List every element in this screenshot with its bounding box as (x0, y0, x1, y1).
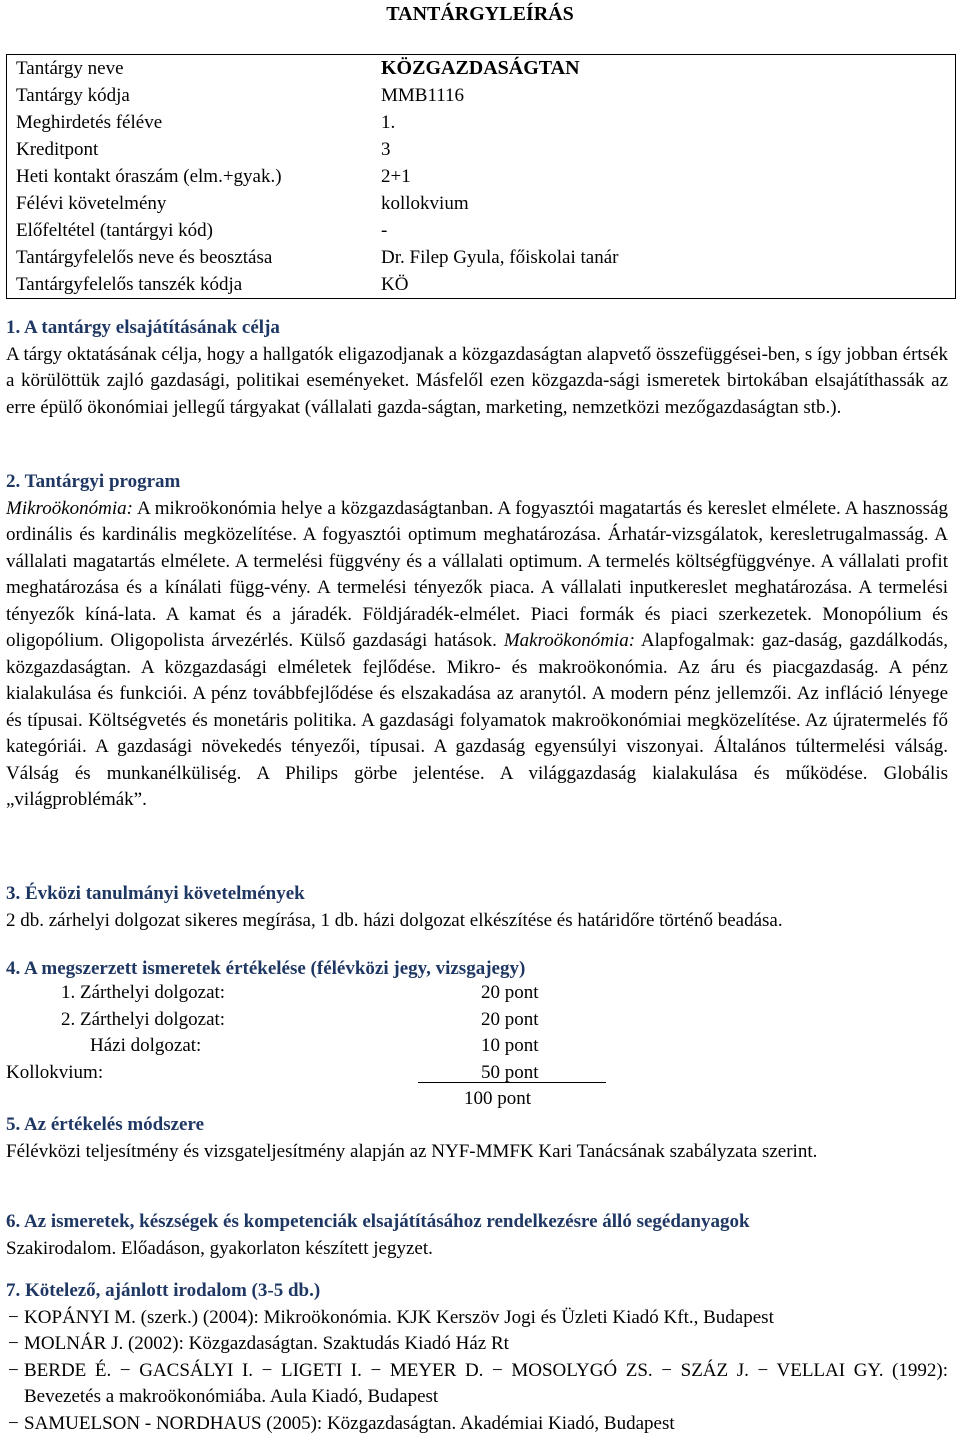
section-objective (6, 315, 948, 421)
section-text: 2 db. zárhelyi dolgozat sikeres megírása, 1 db. házi dolgozat elkészítése és határidőre történő beadása. (6, 909, 783, 931)
grade-total: 100 pont (464, 1088, 532, 1109)
grade-label: 2. Zárthelyi dolgozat: (61, 1008, 226, 1030)
grade-value: 20 pont (481, 1008, 539, 1030)
bullet-dash: − (8, 1333, 19, 1354)
bullet-dash: − (8, 1359, 19, 1381)
literature-text: KOPÁNYI M. (szerk.) (2004): Mikroökonómia. KJK Kerszöv Jogi és Üzleti Kiadó Kft., Budapest (24, 1306, 774, 1328)
info-label: Kreditpont (16, 139, 99, 160)
literature-item (6, 1358, 948, 1411)
info-label: Meghirdetés féléve (16, 112, 163, 133)
bullet-dash: − (8, 1412, 19, 1434)
grade-label: Házi dolgozat: (90, 1035, 202, 1056)
info-row-hours (7, 163, 955, 190)
grade-total-row (6, 1086, 606, 1113)
info-value: - (381, 220, 388, 241)
info-value: 3 (381, 139, 391, 160)
section-method (6, 1112, 948, 1165)
info-label: Tantárgyfelelős neve és beosztása (16, 247, 273, 268)
macro-label: Makroökonómia: (503, 630, 636, 651)
section-requirements (6, 881, 948, 934)
micro-label: Mikroökonómia: (6, 497, 133, 519)
info-value: Dr. Filep Gyula, főiskolai tanár (381, 247, 619, 268)
section-text: Szakirodalom. Előadáson, gyakorlaton készített jegyzet. (6, 1237, 433, 1259)
info-row-semester (7, 109, 955, 136)
section-heading: 7. Kötelező, ajánlott irodalom (3-5 db.) (6, 1280, 321, 1301)
literature-text: SAMUELSON - NORDHAUS (2005): Közgazdaságtan. Akadémiai Kiadó, Budapest (24, 1412, 675, 1434)
bullet-dash: − (8, 1306, 19, 1328)
section-text: Félévközi teljesítmény és vizsgateljesítmény alapján az NYF-MMFK Kari Tanácsának szabályzata szerint. (6, 1140, 818, 1162)
info-value: kollokvium (381, 193, 469, 214)
section-heading: 4. A megszerzett ismeretek értékelése (félévközi jegy, vizsgajegy) (6, 958, 526, 979)
info-label: Félévi követelmény (16, 193, 167, 214)
grade-value: 10 pont (481, 1035, 539, 1056)
section-heading: 3. Évközi tanulmányi követelmények (6, 883, 305, 904)
info-row-prerequisite (7, 217, 955, 244)
grade-row (6, 980, 606, 1007)
document-title: TANTÁRGYLEÍRÁS (386, 3, 574, 25)
info-row-credits (7, 136, 955, 163)
micro-text: A mikroökonómia helye a közgazdaságtanban. A fogyasztói magatartás és kereslet elmélete. A hasznosság ordinális és kardinális megközelítése. A fogyasztói optimum meghatározása. Árhatár-vizsgálatok, keresletrugalmasság. A vállalati magatartás elmélete. A termelési függvény és a vállalati optimum. A termelés költségfüggvénye. A vállalati profit meghatározása és a kínálati függ-vény. A termelési tényezők piaca. A vállalati inputkereslet meghatározása. A termelési tényezők kíná-lata. A kamat és a járadék. Földjáradék-elmélet. Piaci formák és piaci szerkezetek. Monopólium és oligopólium. Oligopolista árvezérlés. Külső gazdasági hatások. (6, 497, 948, 651)
info-label: Heti kontakt óraszám (elm.+gyak.) (16, 166, 282, 187)
grade-row (6, 1060, 606, 1087)
info-value: 2+1 (381, 166, 411, 187)
grade-label: Kollokvium: (6, 1061, 104, 1083)
info-value: 1. (381, 112, 396, 133)
info-value: KÖ (381, 274, 409, 295)
info-row-department (7, 271, 955, 298)
info-value: KÖZGAZDASÁGTAN (381, 57, 580, 79)
grade-row (6, 1033, 606, 1060)
section-heading: 6. Az ismeretek, készségek és kompetenciák elsajátításához rendelkezésre álló segédanyagok (6, 1211, 750, 1232)
macro-text: Alapfogalmak: gaz-daság, gazdálkodás, közgazdaságtan. A közgazdasági elméletek fejlődése. Mikro- és makroökonómia. Az áru és piacgazdaság. A pénz kialakulása és funkciói. A pénz továbbfejlődése és elszakadása az aranytól. A modern pénz jellemzői. Az infláció lényege és típusai. Költségvetés és monetáris politika. A gazdasági folyamatok makroökonómiai megközelítése. Az újratermelés fő kategóriái. A gazdasági növekedés tényezői, típusai. A gazdaság egyensúlyi viszonyai. Általános túltermelési válság. Válság és munkanélküliség. A Philips görbe jelentése. A világgazdaság kialakulása és működése. Globális „világproblémák”. (6, 630, 948, 810)
section-text: A tárgy oktatásának célja, hogy a hallgatók eligazodjanak a közgazdaságtan alapvető összefüggései-ben, s így jobban értsék a körülöttük zajló gazdasági, politikai eseményeket. Másfelől ezen közgazda-sági ismeretek birtokában elsajátíthassák az erre épülő ökonómiai jellegű tárgyakat (vállalati gazda-ságtan, marketing, nemzetközi mezőgazdaságtan stb.). (6, 343, 948, 418)
course-info-table (6, 54, 956, 299)
grade-value: 20 pont (481, 982, 539, 1003)
info-label: Tantárgy neve (16, 58, 124, 79)
section-materials (6, 1209, 948, 1262)
literature-item (6, 1331, 948, 1358)
section-heading: 1. A tantárgy elsajátításának célja (6, 317, 280, 338)
info-row-requirement (7, 190, 955, 217)
info-row-course-name (7, 55, 955, 82)
info-label: Előfeltétel (tantárgyi kód) (16, 220, 213, 241)
grades-table (6, 980, 606, 1113)
info-label: Tantárgy kódja (16, 85, 130, 106)
section-program (6, 469, 948, 814)
section-heading: 5. Az értékelés módszere (6, 1114, 205, 1135)
section-evaluation (6, 956, 948, 983)
info-row-course-code (7, 82, 955, 109)
section-literature (6, 1278, 948, 1437)
literature-item (6, 1305, 948, 1332)
grade-value: 50 pont (481, 1061, 539, 1083)
section-text (6, 496, 948, 814)
literature-item (6, 1411, 948, 1438)
grade-row (6, 1007, 606, 1034)
info-row-responsible (7, 244, 955, 271)
info-label: Tantárgyfelelős tanszék kódja (16, 274, 243, 295)
literature-text: MOLNÁR J. (2002): Közgazdaságtan. Szaktudás Kiadó Ház Rt (24, 1333, 509, 1354)
literature-text: BERDE É. − GACSÁLYI I. − LIGETI I. − MEYER D. − MOSOLYGÓ ZS. − SZÁZ J. − VELLAI GY. (1992): Bevezetés a makroökonómiába. Aula Kiadó, Budapest (24, 1359, 948, 1407)
grade-label: 1. Zárthelyi dolgozat: (61, 982, 226, 1003)
info-value: MMB1116 (381, 85, 465, 106)
sum-underline (418, 1082, 606, 1083)
section-heading: 2. Tantárgyi program (6, 471, 181, 492)
